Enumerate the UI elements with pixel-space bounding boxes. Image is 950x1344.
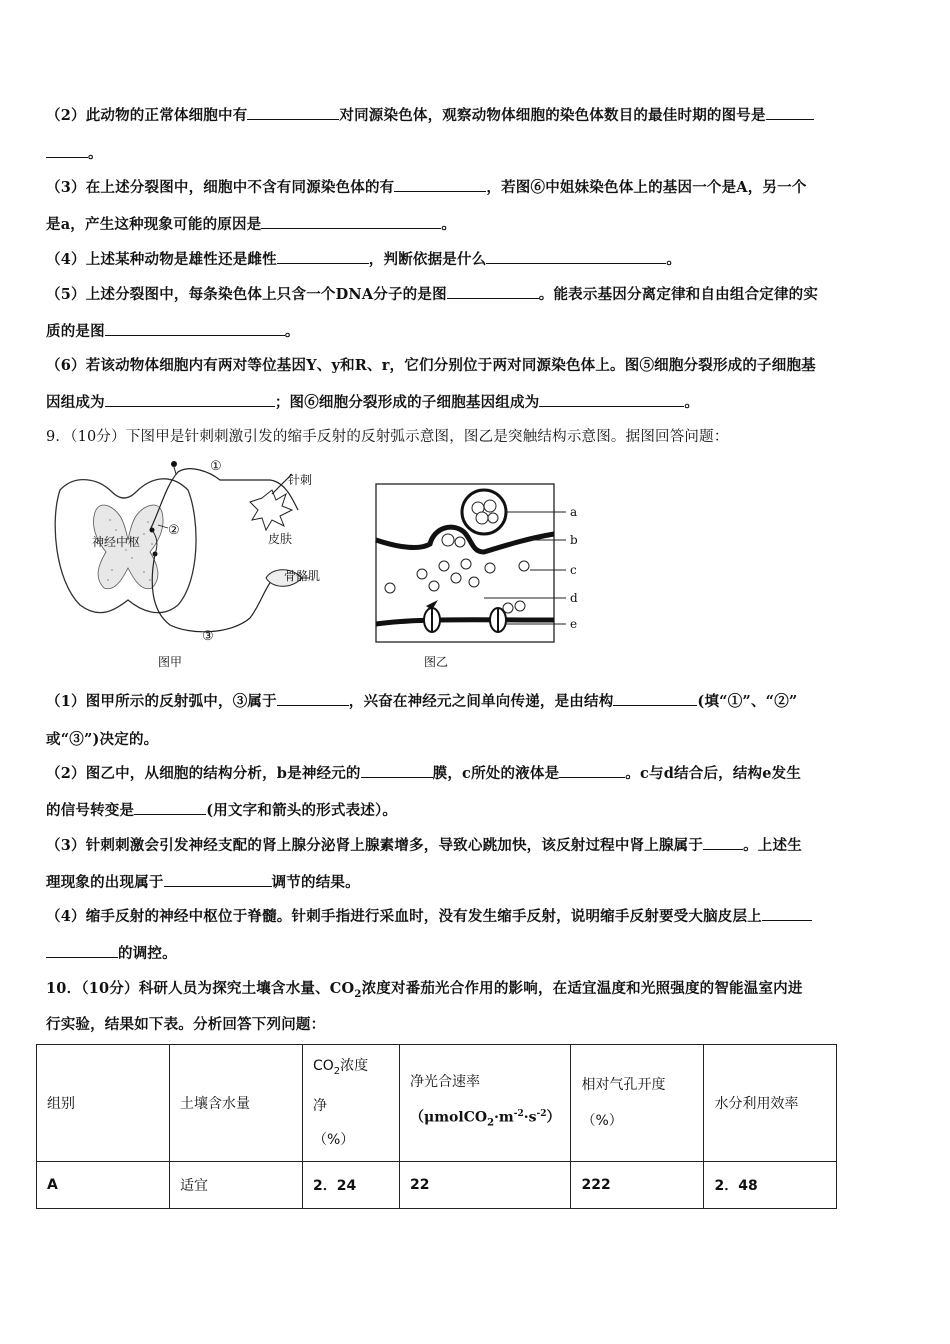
answer-blank[interactable]: [134, 800, 206, 815]
q10-title-line2: [46, 1013, 908, 1034]
answer-blank[interactable]: [164, 872, 272, 887]
q8-part3-text-d: 。: [441, 216, 457, 233]
label-2: ②: [168, 523, 180, 538]
q9-sub2-line2: [46, 799, 908, 820]
answer-blank[interactable]: [766, 105, 814, 120]
q9-title: [46, 425, 908, 446]
unit-c: ·s: [523, 1109, 537, 1126]
header-stomatal-text: 相对气孔开度: [581, 1077, 666, 1093]
q8-part3-text-a: （3）在上述分裂图中，细胞中不含有同源染色体的有: [46, 179, 395, 196]
answer-blank[interactable]: [277, 691, 349, 706]
label-1: ①: [210, 459, 222, 474]
answer-blank[interactable]: [105, 321, 285, 336]
q8-part5-text-a: （5）上述分裂图中，每条染色体上只含一个DNA分子的是图: [46, 286, 447, 303]
q9-sub3-line1: [46, 834, 908, 855]
q8-part2-line1: [46, 104, 908, 125]
q8-part2-text-a: （2）此动物的正常体细胞中有: [46, 107, 248, 124]
q10-title-line1: [46, 977, 908, 1000]
header-co2-c: 净: [313, 1097, 327, 1114]
header-net-rate-unit: [410, 1098, 560, 1139]
figure-reflex-arc: [40, 450, 340, 675]
answer-blank[interactable]: [613, 691, 697, 706]
unit-sup2: -2: [536, 1109, 547, 1120]
q9-sub4-text-b: 的调控。: [118, 945, 177, 962]
q8-part5-line1: [46, 283, 908, 304]
answer-blank[interactable]: [559, 763, 625, 778]
q8-part5-text-d: 。: [284, 323, 300, 340]
label-needle: 针刺: [288, 473, 313, 487]
answer-blank[interactable]: [247, 105, 339, 120]
unit-b: ·m: [494, 1109, 514, 1126]
header-soil-water-text: 土壤含水量: [180, 1096, 250, 1112]
unit-sup1: -2: [513, 1109, 524, 1120]
header-co2-d: （%）: [313, 1131, 355, 1148]
cell-group: A: [37, 1162, 170, 1209]
header-net-rate-text: 净光合速率: [410, 1074, 480, 1091]
q9-sub1-text-b: ，兴奋在神经元之间单向传递，是由结构: [348, 693, 614, 710]
label-e: e: [570, 617, 578, 631]
label-skin: 皮肤: [268, 532, 293, 546]
q9-sub3-text-c: 理现象的出现属于: [46, 874, 164, 891]
q8-part5-text-c: 质的是图: [46, 323, 105, 340]
q9-sub2-text-b: 膜，c所处的液体是: [432, 765, 560, 782]
header-group-text: 组别: [47, 1096, 75, 1112]
label-3: ③: [202, 629, 214, 644]
reflex-arc-diagram: [40, 450, 340, 675]
header-group: [37, 1045, 170, 1162]
q9-sub3-text-b: 。上述生: [743, 837, 802, 854]
q8-part4-text-a: （4）上述某种动物是雄性还是雌性: [46, 251, 277, 268]
header-co2: [303, 1045, 400, 1162]
q8-part2-text-b: 对同源染色体，观察动物体细胞的染色体数目的最佳时期的图号是: [339, 107, 766, 124]
q8-part6-line2: [46, 391, 908, 412]
q8-part6-text-d: 。: [684, 394, 700, 411]
q9-sub2-text-d: 的信号转变是: [46, 802, 135, 819]
answer-blank[interactable]: [703, 835, 743, 850]
q8-part3-line1: [46, 176, 908, 197]
table-header-row: [37, 1045, 837, 1162]
caption-fig2: 图乙: [424, 655, 449, 669]
q9-sub3-line2: [46, 871, 908, 892]
label-nerve-center: 神经中枢: [92, 535, 141, 549]
answer-blank[interactable]: [394, 177, 486, 192]
sensory-ganglion: [171, 461, 177, 467]
q9-sub4-line1: [46, 905, 908, 926]
table-row: [37, 1162, 837, 1209]
q8-part2-line2: [46, 142, 908, 163]
label-b: b: [570, 533, 578, 547]
q9-sub4-line2: [46, 942, 908, 963]
label-d: d: [570, 591, 578, 605]
q8-part4-text-c: 。: [666, 251, 682, 268]
header-water-efficiency: [704, 1045, 837, 1162]
label-a: a: [570, 505, 578, 519]
q9-sub1-text-c: (填“①”、“②”: [697, 693, 798, 710]
q9-sub1-text-d: 或“③”)决定的。: [46, 731, 159, 748]
q9-sub3-text-d: 调节的结果。: [271, 874, 360, 891]
q8-part3-text-c: 是a，产生这种现象可能的原因是: [46, 216, 262, 233]
answer-blank[interactable]: [447, 284, 539, 299]
cell-stoma: 222: [571, 1162, 704, 1209]
q10-title-text-c: 行实验，结果如下表。分析回答下列问题：: [46, 1016, 326, 1033]
figure-synapse: [360, 478, 600, 678]
q8-part6-text-b: 因组成为: [46, 394, 105, 411]
unit-sub: 2: [487, 1117, 495, 1129]
header-co2-a: CO: [313, 1058, 334, 1075]
label-c: c: [570, 563, 577, 577]
q9-title-text: 9．（10分）下图甲是针刺刺激引发的缩手反射的反射弧示意图，图乙是突触结构示意图。据图回答问题：: [46, 429, 729, 445]
q9-sub1-line1: [46, 690, 908, 711]
q8-part4-line: [46, 248, 908, 269]
header-co2-b: 浓度: [340, 1058, 369, 1075]
answer-blank[interactable]: [46, 143, 88, 158]
q9-sub4-text-a: （4）缩手反射的神经中枢位于脊髓。针刺手指进行采血时，没有发生缩手反射，说明缩手反射要受大脑皮层上: [46, 908, 762, 925]
q8-part6-text-a: （6）若该动物体细胞内有两对等位基因Y、y和R、r，它们分别位于两对同源染色体上。图⑤细胞分裂形成的子细胞基: [46, 357, 816, 374]
q9-sub1-line2: [46, 728, 908, 749]
header-co2-line1: [313, 1049, 389, 1089]
answer-blank[interactable]: [539, 392, 684, 407]
skin-receptor: [250, 490, 292, 530]
cell-water: 适宜: [170, 1162, 303, 1209]
header-wue-text: 水分利用效率: [714, 1096, 799, 1112]
q9-sub2-text-c: 。c与d结合后，结构e发生: [625, 765, 802, 782]
answer-blank[interactable]: [361, 763, 433, 778]
q9-sub3-text-a: （3）针刺刺激会引发神经支配的肾上腺分泌肾上腺素增多，导致心跳加快，该反射过程中肾上腺属于: [46, 837, 704, 854]
answer-blank[interactable]: [105, 392, 275, 407]
header-stomatal: [571, 1045, 704, 1162]
answer-blank[interactable]: [762, 906, 812, 921]
caption-fig1: 图甲: [158, 655, 183, 669]
q8-part3-line2: [46, 213, 908, 234]
q10-title-text-a: 10．（10分）科研人员为探究土壤含水量、CO: [46, 980, 355, 997]
q8-part6-line1: [46, 354, 908, 375]
header-soil-water: [170, 1045, 303, 1162]
q8-part4-text-b: ，判断依据是什么: [368, 251, 487, 268]
q9-sub2-line1: [46, 762, 908, 783]
results-table: [36, 1044, 837, 1209]
header-net-rate: [400, 1045, 571, 1162]
answer-blank[interactable]: [261, 214, 441, 229]
cell-wue: 2．48: [704, 1162, 837, 1209]
q10-title-sub: 2: [354, 988, 362, 1000]
q8-part6-text-c: ；图⑥细胞分裂形成的子细胞基因组成为: [274, 394, 540, 411]
q8-part3-text-b: ，若图⑥中姐妹染色体上的基因一个是A，另一个: [486, 179, 807, 196]
q9-sub1-text-a: （1）图甲所示的反射弧中，③属于: [46, 693, 277, 710]
label-muscle: 骨骼肌: [284, 569, 321, 583]
header-stomatal-unit: （%）: [581, 1113, 623, 1129]
unit-a: （μmolCO: [410, 1109, 488, 1126]
q9-sub2-text-e: (用文字和箭头的形式表述）。: [206, 802, 398, 819]
q8-part5-text-b: 。能表示基因分离定律和自由组合定律的实: [538, 286, 819, 303]
q8-part5-line2: [46, 320, 908, 341]
answer-blank[interactable]: [46, 943, 118, 958]
cell-co2: 2．24: [303, 1162, 400, 1209]
q10-title-text-b: 浓度对番茄光合作用的影响，在适宜温度和光照强度的智能温室内进: [361, 980, 803, 997]
cell-rate: 22: [400, 1162, 571, 1209]
answer-blank[interactable]: [277, 249, 369, 264]
answer-blank[interactable]: [486, 249, 666, 264]
q8-part2-text-c: 。: [88, 145, 103, 162]
synapse-diagram: [360, 478, 600, 678]
q9-sub2-text-a: （2）图乙中，从细胞的结构分析，b是神经元的: [46, 765, 361, 782]
unit-d: ）: [546, 1109, 561, 1126]
header-co2-sub: 2: [333, 1065, 341, 1077]
